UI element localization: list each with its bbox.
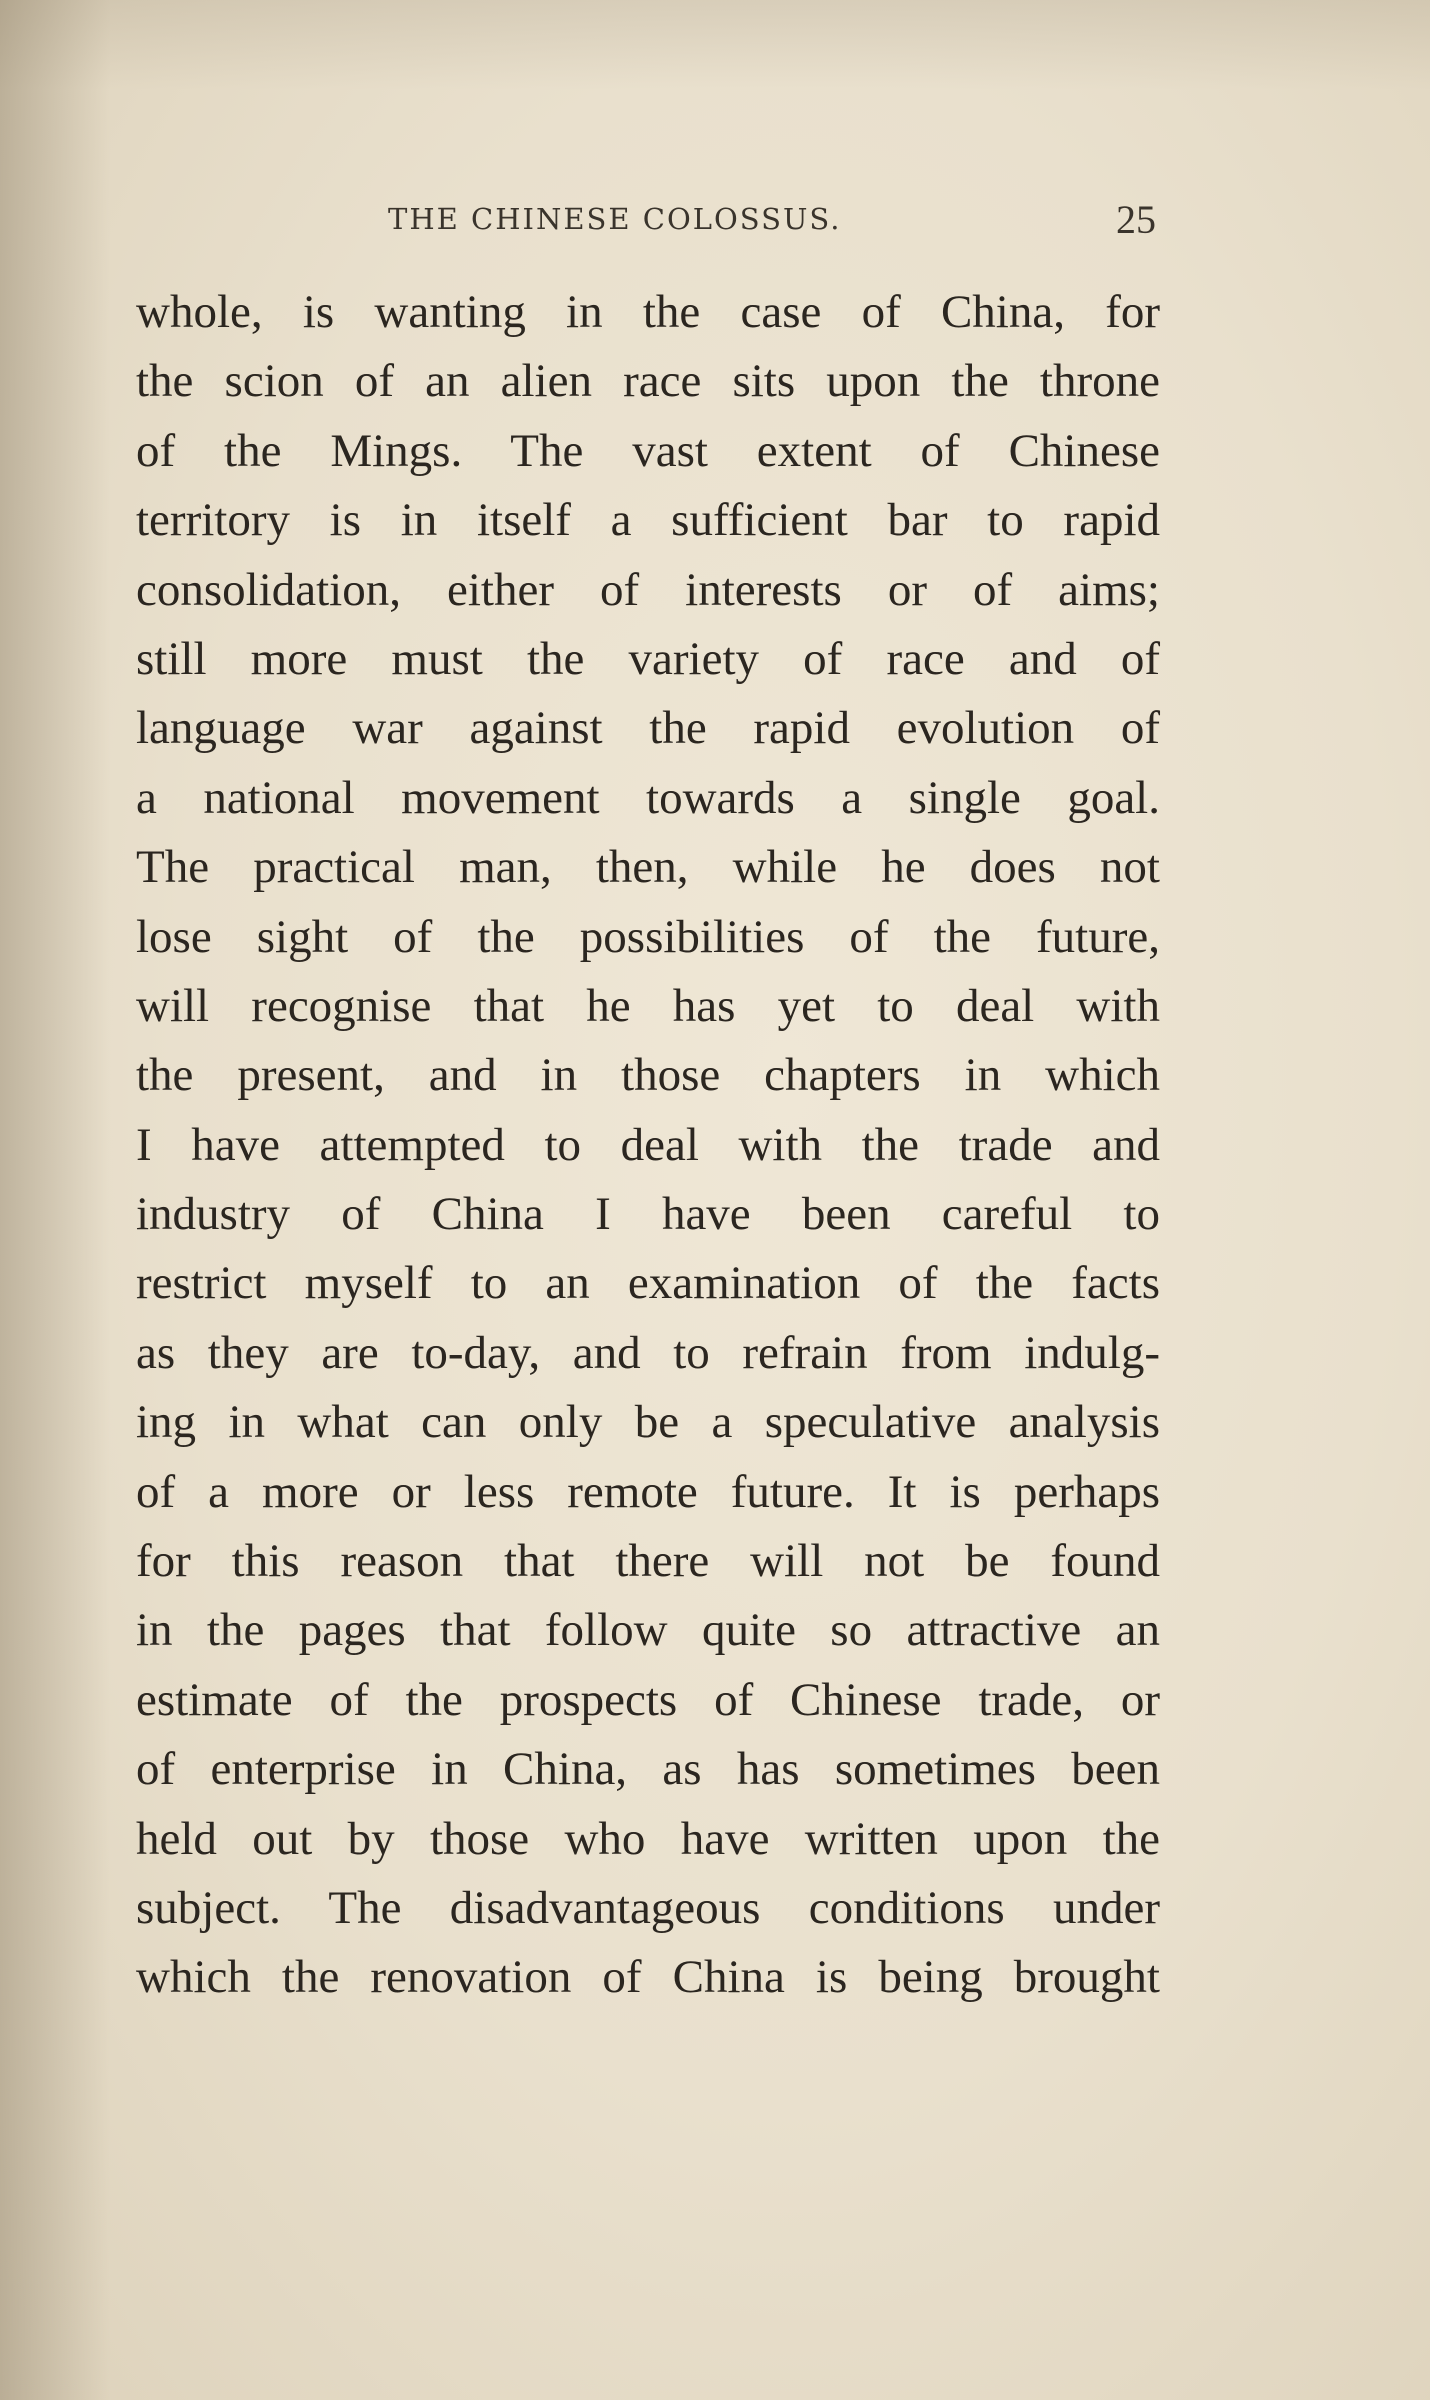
text-line: for this reason that there will not be found <box>136 1535 1160 1588</box>
text-line: a national movement towards a single goal. <box>136 771 1160 824</box>
body-text <box>136 278 1160 2013</box>
text-line: lose sight of the possibilities of the future, <box>136 910 1160 963</box>
text-line: will recognise that he has yet to deal with <box>136 979 1160 1032</box>
text-line: the present, and in those chapters in which <box>136 1049 1160 1102</box>
running-head <box>136 198 1156 248</box>
text-line: language war against the rapid evolution of <box>136 702 1160 755</box>
text-line: estimate of the prospects of Chinese trade, or <box>136 1673 1160 1726</box>
text-line: whole, is wanting in the case of China, for <box>136 286 1160 338</box>
page-number: 25 <box>1116 197 1156 242</box>
text-line: as they are to-day, and to refrain from indulg- <box>136 1326 1160 1379</box>
text-line: consolidation, either of interests or of aims; <box>136 563 1160 616</box>
text-line: in the pages that follow quite so attractive an <box>136 1604 1160 1657</box>
text-line: industry of China I have been careful to <box>136 1188 1160 1241</box>
text-line: of the Mings. The vast extent of Chinese <box>136 424 1160 477</box>
text-line: which the renovation of China is being brought <box>136 1951 1160 2004</box>
text-line: The practical man, then, while he does not <box>136 841 1160 894</box>
top-edge-shadow <box>0 0 1430 90</box>
text-line: held out by those who have written upon the <box>136 1812 1160 1865</box>
running-title: THE CHINESE COLOSSUS. <box>388 202 842 236</box>
text-line: territory is in itself a sufficient bar to rapid <box>136 494 1160 547</box>
text-line: ing in what can only be a speculative analysis <box>136 1396 1160 1449</box>
text-line: subject. The disadvantageous conditions under <box>136 1881 1160 1934</box>
text-line: of a more or less remote future. It is perhaps <box>136 1465 1160 1518</box>
gutter-shadow <box>0 0 110 2400</box>
text-line: still more must the variety of race and of <box>136 632 1160 685</box>
text-line: I have attempted to deal with the trade and <box>136 1118 1160 1171</box>
text-line: restrict myself to an examination of the facts <box>136 1257 1160 1310</box>
text-line: the scion of an alien race sits upon the throne <box>136 355 1160 408</box>
text-line: of enterprise in China, as has sometimes been <box>136 1743 1160 1796</box>
